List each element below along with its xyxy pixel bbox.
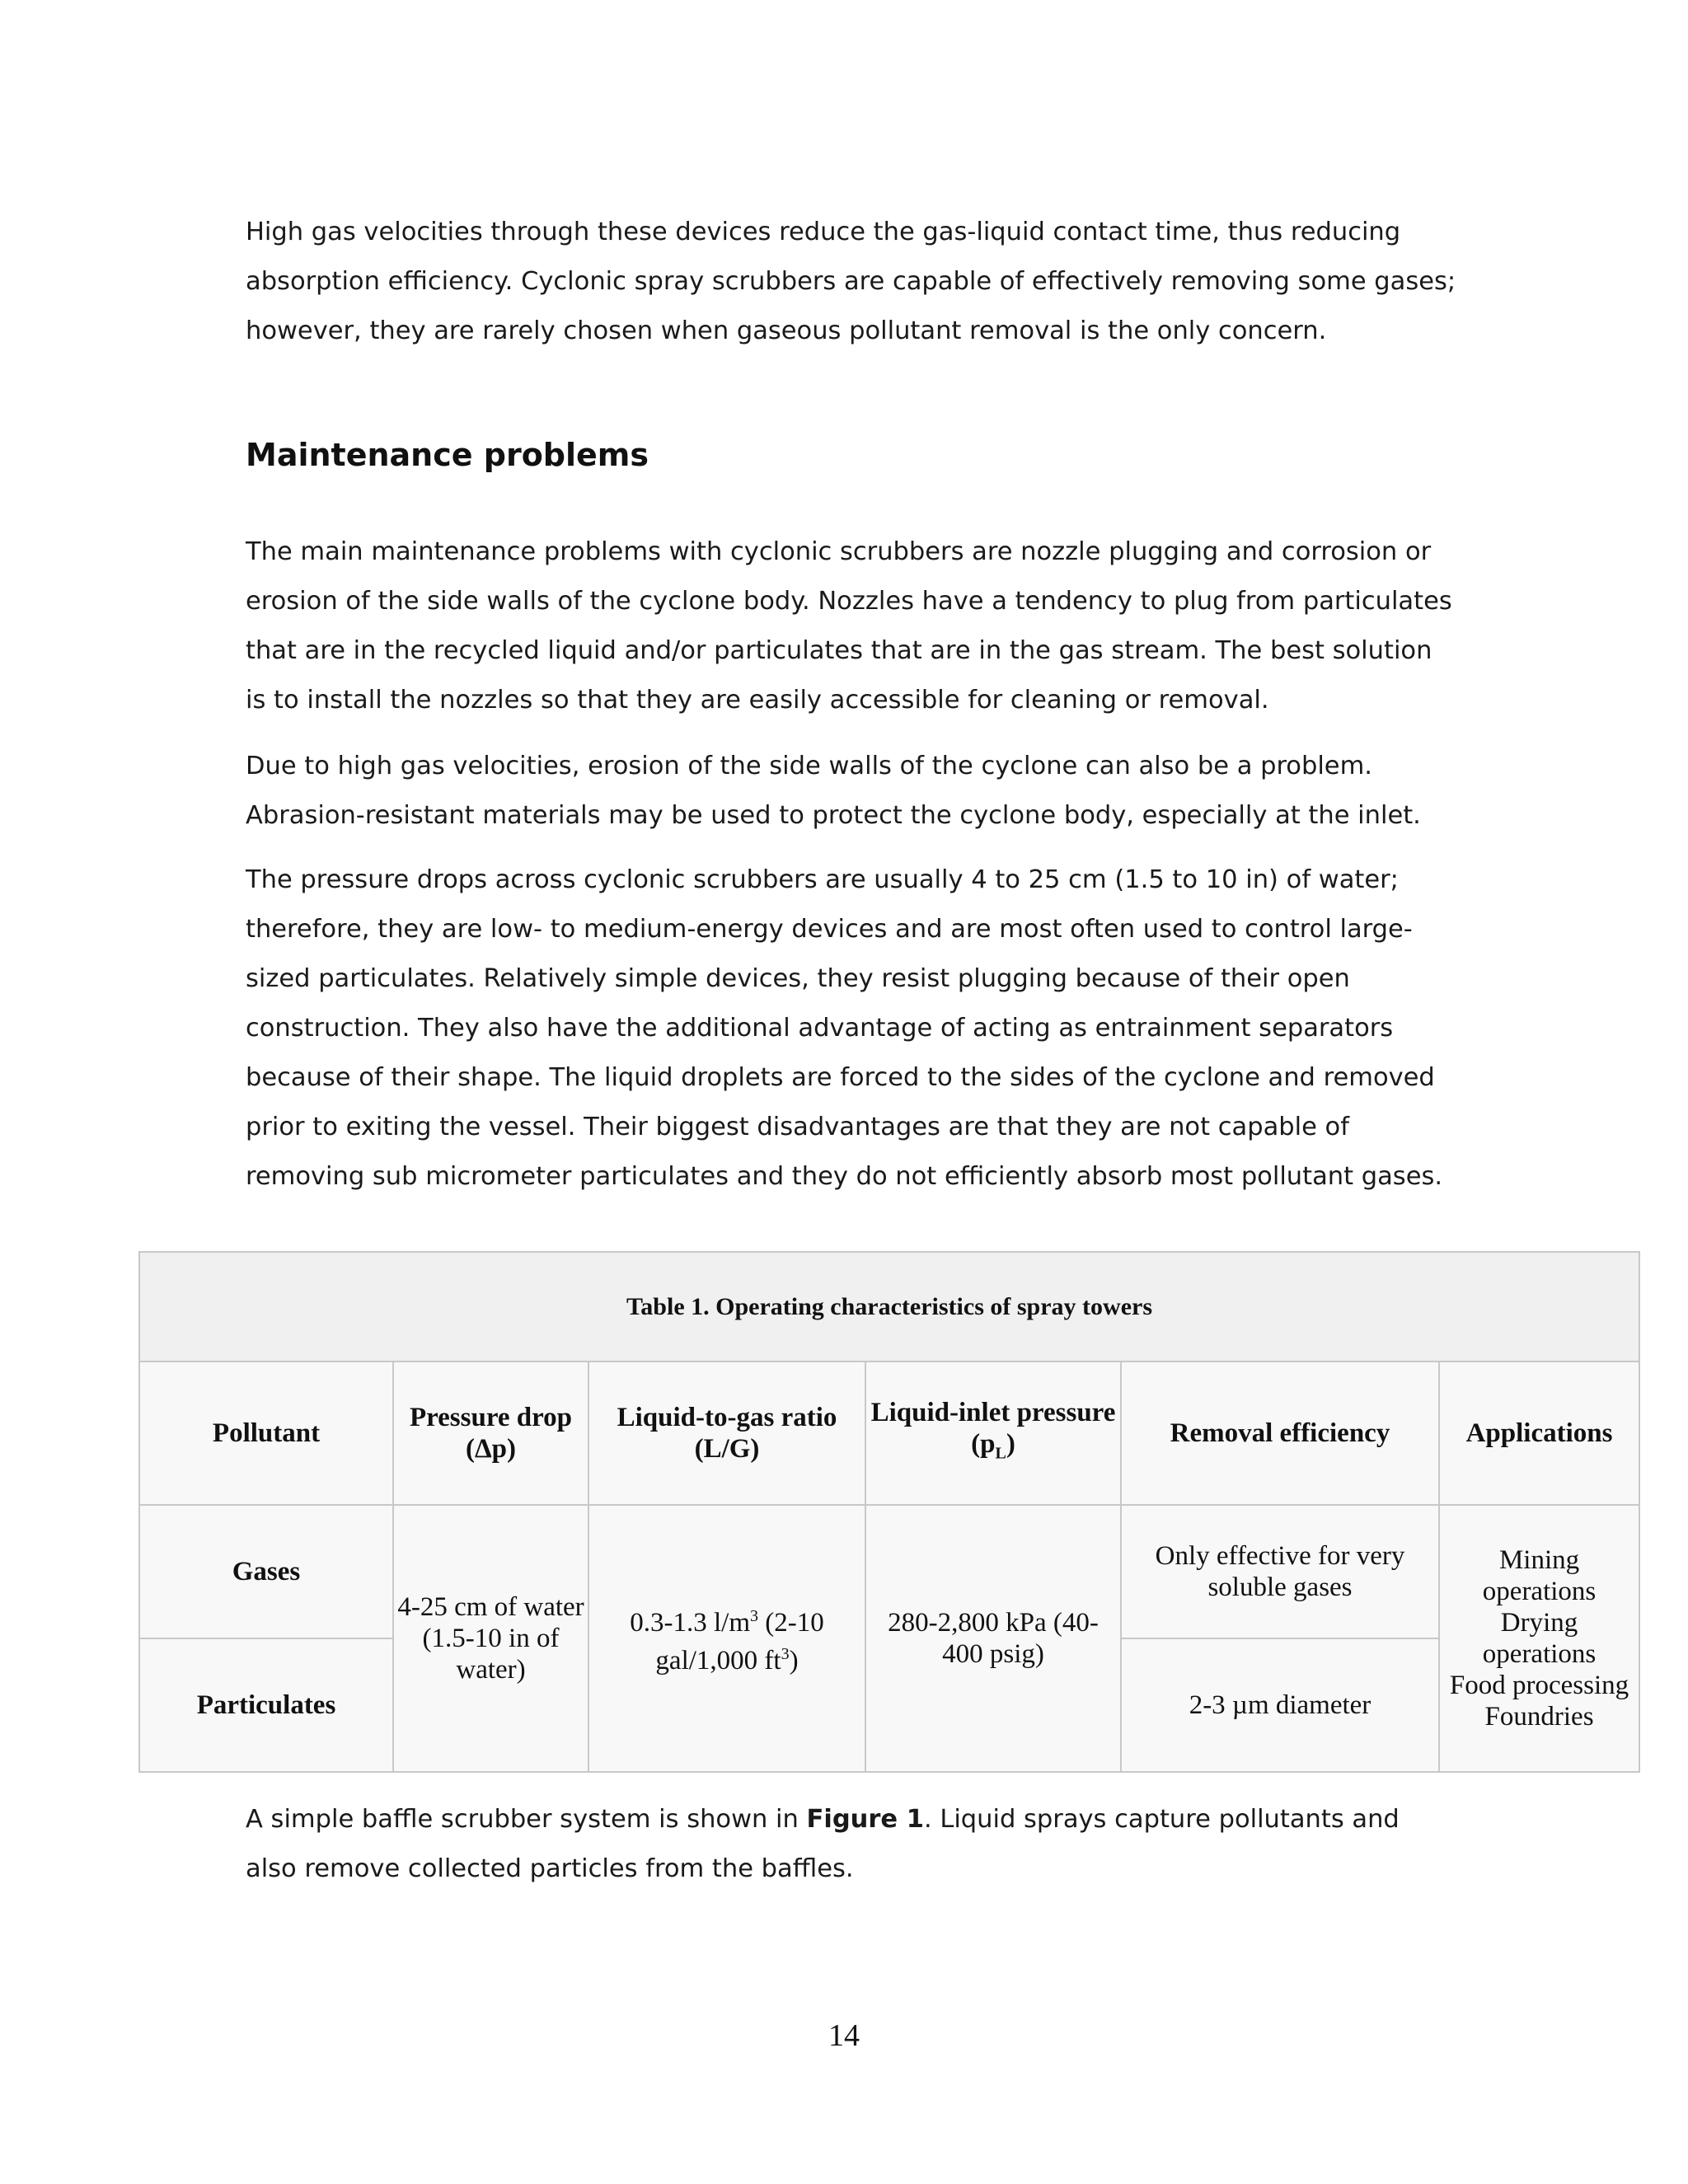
paragraph-pressure-drops: The pressure drops across cyclonic scrubbers are usually 4 to 25 cm (1.5 to 10 in) of water; therefore, they are low- to medium-energy devices and are most often used to control large-sized particulates. Relatively simple devices, they resist plugging because of their open construction. They also have the additional advantage of acting as entrainment separators because of their shape. The liquid droplets are forced to the sides of the cyclone and removed prior to exiting the vessel. Their biggest disadvantages are that they are not capable of removing sub micrometer particulates and they do not efficiently absorb most pollutant gases. (246, 865, 1443, 1191)
header-removal-efficiency: Removal efficiency (1121, 1361, 1439, 1505)
application-item: Foundries (1484, 1702, 1594, 1732)
row-label-gases: Gases (139, 1505, 393, 1638)
application-item: Food processing (1449, 1671, 1629, 1700)
operating-characteristics-table (138, 1251, 1640, 1773)
header-liquid-inlet-pressure (865, 1361, 1121, 1505)
page-number: 14 (828, 2018, 860, 2053)
header-pressure-drop-symbol: (Δp) (465, 1434, 517, 1464)
table-caption-row (139, 1252, 1639, 1361)
paragraph-maintenance: The main maintenance problems with cyclonic scrubbers are nozzle plugging and corrosion or erosion of the side walls of the cyclone body. Nozzles have a tendency to plug from particulates that are in the recycled liquid and/or particulates that are in the gas stream. The best solution is to install the nozzles so that they are easily accessible for cleaning or removal. (246, 537, 1452, 715)
header-applications: Applications (1439, 1361, 1639, 1505)
paragraph-erosion: Due to high gas velocities, erosion of the side walls of the cyclone can also be a problem. Abrasion-resistant materials may be used to protect the cyclone body, especially at the inlet. (246, 752, 1421, 830)
paragraph-absorption: High gas velocities through these devices reduce the gas-liquid contact time, thus reducing absorption efficiency. Cyclonic spray scrubbers are capable of effectively removing some gases; however, they are rarely chosen when gaseous pollutant removal is the only concern. (246, 218, 1456, 345)
cell-liquid-inlet-pressure: 280-2,800 kPa (40-400 psig) (865, 1505, 1121, 1772)
cell-removal-particulates: 2-3 µm diameter (1121, 1638, 1439, 1772)
header-inlet-pressure-label: Liquid-inlet pressure (870, 1398, 1116, 1428)
cell-removal-gases: Only effective for very soluble gases (1121, 1505, 1439, 1638)
header-pressure-drop-label: Pressure drop (409, 1403, 573, 1432)
section-heading: Maintenance problems (246, 437, 649, 473)
cell-applications (1439, 1505, 1639, 1772)
cell-pressure-drop: 4-25 cm of water (1.5-10 in of water) (393, 1505, 588, 1772)
header-liquid-to-gas-ratio: Liquid-to-gas ratio (L/G) (588, 1361, 865, 1505)
paragraph-baffle-scrubber: A simple baffle scrubber system is shown in Figure 1. Liquid sprays capture pollutants and also remove collected particles from the baffles. (246, 1805, 1400, 1883)
application-item: Mining operations (1482, 1545, 1597, 1606)
figure-reference: Figure 1 (806, 1805, 924, 1834)
header-pressure-drop (393, 1361, 588, 1505)
table-row-gases (139, 1505, 1639, 1638)
application-item: Drying operations (1482, 1608, 1597, 1669)
header-inlet-pressure-symbol: $(p_L)$ (971, 1429, 1015, 1463)
table-caption: Table 1. Operating characteristics of spray towers (139, 1252, 1639, 1361)
table-header-row (139, 1361, 1639, 1505)
row-label-particulates: Particulates (139, 1638, 393, 1772)
cell-liquid-to-gas-ratio: 0.3-1.3 $l/m^3$ (2-10 gal/1,000 $ft^3$) (588, 1505, 865, 1772)
header-pollutant: Pollutant (139, 1361, 393, 1505)
